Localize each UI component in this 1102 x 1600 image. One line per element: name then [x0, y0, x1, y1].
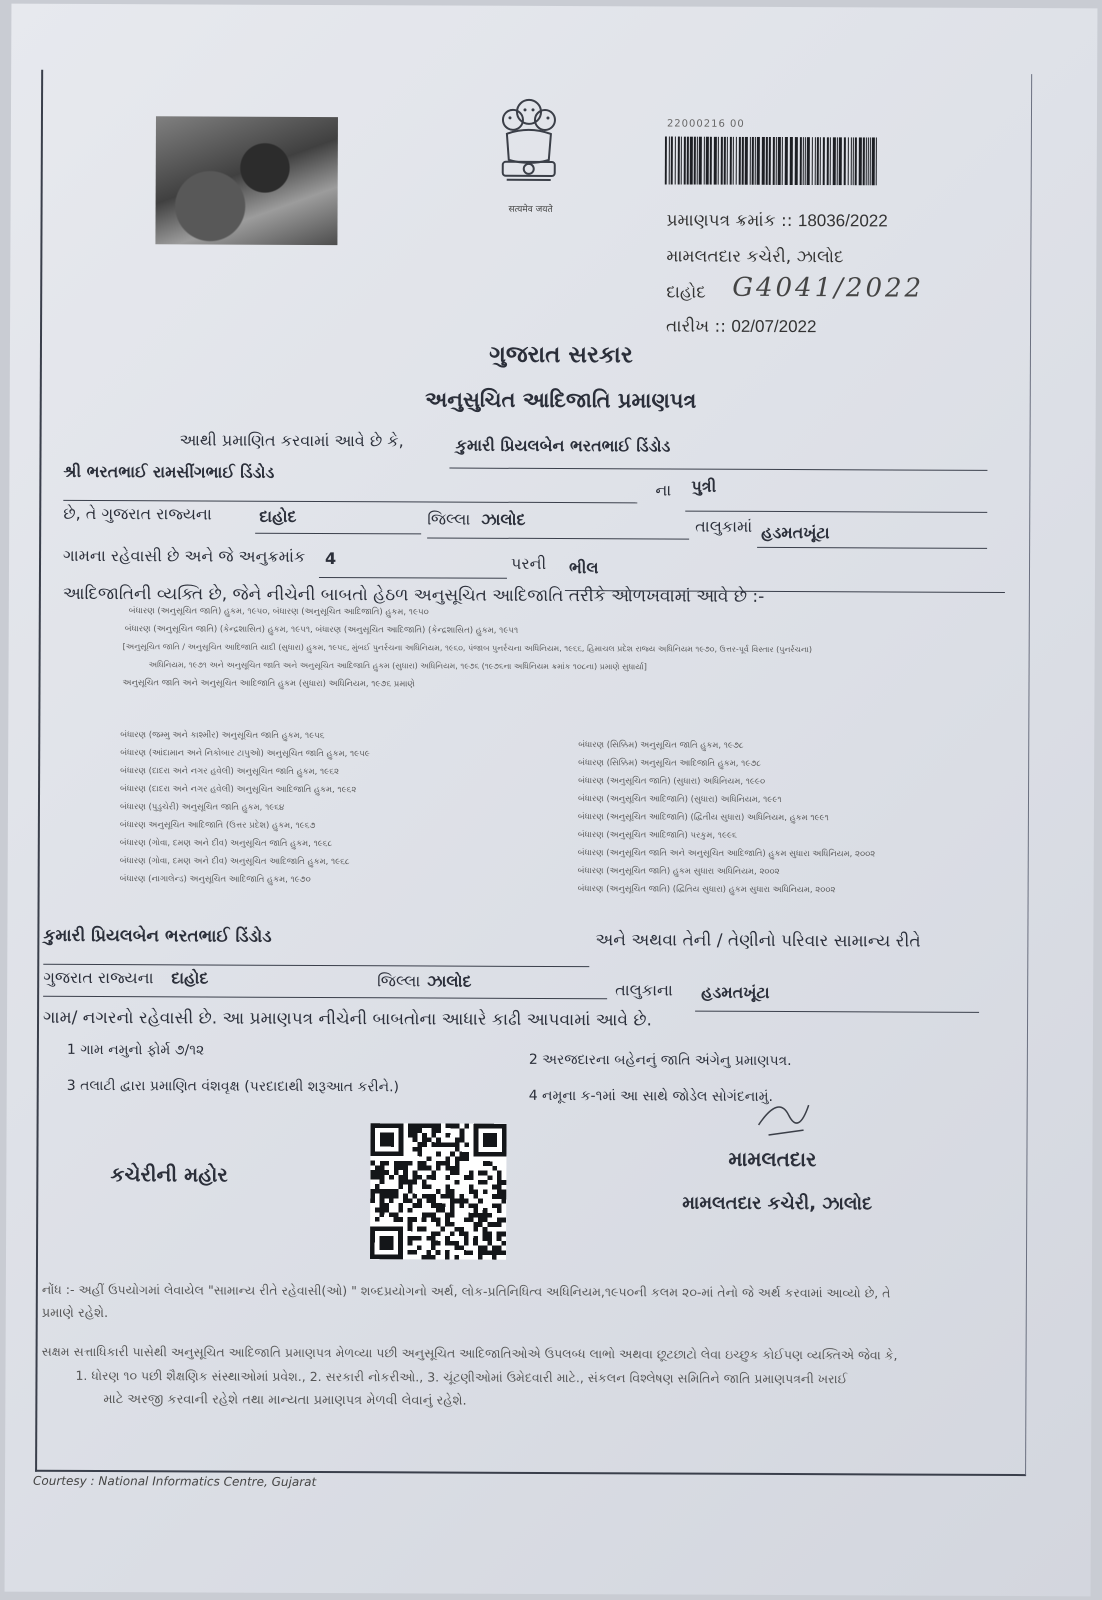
act-item: બંધારણ (ગોવા, દમણ અને દીવ) અનુસૂચિત જાતિ હુકમ, ૧૯૬૮ — [119, 838, 333, 850]
acts-left-column — [120, 726, 370, 889]
family-village: દાહોદ — [171, 968, 209, 988]
act-intro-line: બંધારણ (અનુસૂચિત જાતિ) હુકમ, ૧૯૫૦, બંધારણ (અનુસૂચિત આદિજાતિ) હુકમ, ૧૯૫૦ — [128, 606, 429, 618]
resident-text: ગામના રહેવાસી છે અને જે અનુક્રમાંક — [63, 545, 306, 566]
act-item: બંધારણ (સિક્કિમ) અનુસૂચિત જાતિ હુકમ, ૧૯૭૮ — [578, 740, 744, 751]
note-line: નોંધ :- અહીં ઉપયોગમાં લેવાયેલ "સામાન્ય રીતે રહેવાસી(ઓ) " શબ્દપ્રયોગનો અર્થ, લોક-પ્રતિનિધિત્વ અધિનિયમ,૧૯૫૦ની કલમ ૨૦-માં તેનો જે અર્થ કરવામાં આવ્યો છે, તે — [41, 1281, 891, 1301]
certificate-number-row — [666, 210, 887, 231]
office-seal-label: કચેરીની મહોર — [110, 1162, 228, 1187]
national-emblem-icon — [489, 90, 570, 210]
courtesy-text: Courtesy : National Informatics Centre, Gujarat — [32, 1473, 317, 1489]
certificate-paper — [5, 4, 1098, 1597]
na-label: ના — [655, 480, 672, 500]
government-title: ગુજરાત સરકાર — [489, 341, 633, 369]
applicant-name: કુમારી પ્રિયલબેન ભરતભાઈ ડિંડોડ — [455, 435, 671, 456]
act-intro-line: [અનુસૂચિત જાતિ / અનુસૂચિત આદિજાતિ યાદી (સુધારા) હુકમ, ૧૯૫૬, મુંબઈ પુનર્રચના અધિનિયમ, ૧૯૬૦, પંજાબ પુનર્રચના અધિનિયમ, ૧૯૬૬, હિમાચલ પ્રદેશ રાજ્ય અધિનિયમ ૧૯૭૦, ઉત્તર-પૂર્વ વિસ્તાર (પુનર્રચના) — [122, 642, 813, 655]
document-item: 1 ગામ નમુનો ફોર્મ ૭/૧૨ — [66, 1041, 205, 1059]
recognition-text: આદિજાતિની વ્યક્તિ છે, જેને નીચેની બાબતો હેઠળ અનુસૂચિત આદિજાતિ તરીકે ઓળખવામાં આવે છે :- — [62, 583, 765, 607]
date-row — [666, 316, 817, 337]
certificate-title: અનુસુચિત આદિજાતિ પ્રમાણપત્ર — [425, 387, 697, 413]
mamlatdar-title: મામલતદાર — [728, 1146, 817, 1172]
family-district-label: જિલ્લા — [377, 971, 421, 991]
date-label: તારીખ :: — [666, 316, 727, 337]
act-item: બંધારણ (અનુસૂચિત જાતિ અને અનુસૂચિત આદિજાતિ) હુકમ સુધારા અધિનિયમ, ૨૦૦૨ — [577, 848, 876, 860]
para-line: માટે અરજી કરવાની રહેશે તથા માન્યતા પ્રમાણપત્ર મેળવી લેવાનું રહેશે. — [103, 1392, 467, 1409]
tribe: ભીલ — [568, 558, 599, 578]
act-item: બંધારણ (અનુસૂચિત આદિજાતિ) પરકુમ, ૧૯૯૬ — [577, 830, 737, 841]
act-item: બંધારણ (દાદરા અને નગર હવેલી) અનુસૂચિત જાતિ હુકમ, ૧૯૬૨ — [120, 766, 340, 778]
family-taluka: હડમતખૂંટા — [701, 982, 770, 1002]
taluka-label: તાલુકામાં — [695, 516, 753, 536]
act-item: બંધારણ (ગોવા, દમણ અને દીવ) અનુસૂચિત આદિજાતિ હુકમ, ૧૯૬૮ — [119, 856, 350, 868]
tribe-label: પરની — [510, 553, 547, 573]
state-text: છે, તે ગુજરાત રાજ્યના — [63, 503, 212, 524]
act-intro-line: અધિનિયમ, ૧૯૭૧ અને અનુસૂચિત જાતિ અને અનુસૂચિત આદિજાતિ હુકમ (સુધારા) અધિનિયમ, ૧૯૭૬ (૧૯૭૬ના અધિનિયમ ક્રમાંક ૧૦૮ના) પ્રમાણે સુધાર્યા] — [148, 660, 647, 672]
taluka: હડમતખૂંટા — [761, 522, 830, 543]
district: ઝાલોદ — [481, 509, 526, 529]
act-item: બંધારણ (આંદામાન અને નિકોબાર ટાપુઓ) અનુસૂચિત જાતિ હુકમ, ૧૯૫૯ — [120, 748, 370, 760]
act-item: બંધારણ (નાગાલેન્ડ) અનુસૂચિત આદિજાતિ હુકમ, ૧૯૭૦ — [119, 874, 311, 885]
village: દાહોદ — [259, 506, 297, 526]
document-item: 4 નમૂના ક-૧માં આ સાથે જોડેલ સોગંદનામું. — [528, 1087, 774, 1105]
barcode — [665, 136, 880, 185]
act-intro-line: બંધારણ (અનુસૂચિત જાતિ) (કેન્દ્રશાસિત) હુકમ, ૧૯૫૧, બંધારણ (અનુસૂચિત આદિજાતિ) (કેન્દ્રશાસિત) હુકમ, ૧૯૫૧ — [124, 624, 519, 636]
qr-code — [370, 1123, 507, 1260]
acts-right-column — [578, 736, 876, 899]
act-item: બંધારણ (જમ્મુ અને કાશ્મીર) અનુસૂચિત જાતિ હુકમ, ૧૯૫૬ — [120, 730, 325, 742]
emblem-caption: सत्यमेव जयते — [508, 204, 553, 216]
act-item: બંધારણ (અનુસૂચિત જાતિ) (દ્વિતિય સુધારા) હુકમ સુધારા અધિનિયમ, ૨૦૦૨ — [577, 884, 836, 896]
father-name: શ્રી ભરતભાઈ રામસીંગભાઈ ડિંડોડ — [63, 461, 275, 482]
relation: પુત્રી — [691, 476, 717, 496]
applicant-photo — [155, 116, 338, 245]
issue-date: 02/07/2022 — [731, 316, 817, 337]
handwritten-number: G4041/2022 — [732, 272, 925, 304]
act-item: બંધારણ (દાદરા અને નગર હવેલી) અનુસૂચિત આદિજાતિ હુકમ, ૧૯૬૨ — [120, 784, 357, 796]
act-item: બંધારણ અનુસૂચિત આદિજાતિ (ઉત્તર પ્રદેશ) હુકમ, ૧૯૬૭ — [119, 820, 316, 831]
note-line: પ્રમાણે રહેશે. — [41, 1305, 109, 1322]
document-item: 3 તલાટી દ્વારા પ્રમાણિત વંશવૃક્ષ (પરદાદાથી શરૂઆત કરીને.) — [66, 1077, 400, 1096]
signature-mark-icon — [748, 1085, 818, 1145]
act-item: બંધારણ (અનુસૂચિત જાતિ) (સુધારા) અધિનિયમ, ૧૯૯૦ — [578, 776, 766, 787]
family-applicant-name: કુમારી પ્રિયલબેન ભરતભાઈ ડિંડોડ — [43, 925, 272, 947]
family-district: ઝાલોદ — [427, 971, 472, 991]
dahod-label: દાહોદ — [666, 282, 706, 303]
act-item: બંધારણ (સિક્કિમ) અનુસૂચિત આદિજાતિ હુકમ, ૧૯૭૮ — [578, 758, 761, 769]
certificate-number-label: પ્રમાણપત્ર ક્રમાંક :: — [666, 210, 793, 232]
act-intro-line: અનુસૂચિત જાતિ અને અનુસૂચિત આદિજાતિ હુકમ (સુધારા) અધિનિયમ, ૧૯૭૬ પ્રમાણે — [122, 678, 415, 690]
para-line: સક્ષમ સત્તાધિકારી પાસેથી અનુસૂચિત આદિજાતિ પ્રમાણપત્ર મેળવ્યા પછી અનુસૂચિત આદિજાતિઓએ ઉપલબ્ધ લાભો અથવા છૂટછાટો લેવા ઇચ્છુક કોઈપણ વ્યક્તિએ જેવા કે, — [41, 1343, 898, 1363]
act-item: બંધારણ (અનુસૂચિત આદિજાતિ) (સુધારા) અધિનિયમ, ૧૯૯૧ — [577, 794, 782, 806]
para-line: 1. ધોરણ ૧૦ પછી શૈક્ષણિક સંસ્થાઓમાં પ્રવેશ., 2. સરકારી નોકરીઓ., 3. ચૂંટણીઓમાં ઉમેદવારી માટે., સંકલન વિશ્લેષણ સમિતિને જાતિ પ્રમાણપત્રની ખરાઈ — [75, 1367, 848, 1387]
basis-text: ગામ/ નગરનો રહેવાસી છે. આ પ્રમાણપત્ર નીચેની બાબતોના આધારે કાઢી આપવામાં આવે છે. — [43, 1007, 653, 1031]
family-text: અને અથવા તેની / તેણીનો પરિવાર સામાન્ય રીતે — [595, 930, 921, 952]
certify-text: આથી પ્રમાણિત કરવામાં આવે છે કે, — [179, 430, 404, 451]
family-state-text: ગુજરાત રાજ્યના — [43, 967, 154, 988]
mamlatdar-office: મામલતદાર કચેરી, ઝાલોદ — [682, 1192, 873, 1215]
barcode-number: 22000216 00 — [666, 118, 745, 130]
document-item: 2 અરજદારના બહેનનું જાતિ અંગેનુ પ્રમાણપત્ર. — [528, 1051, 792, 1070]
act-item: બંધારણ (અનુસૂચિત જાતિ) હુકમ સુધારા અધિનિયમ, ૨૦૦૨ — [577, 866, 780, 877]
issuing-office: મામલતદાર કચેરી, ઝાલોદ — [666, 246, 844, 268]
certificate-number: 18036/2022 — [797, 211, 888, 231]
family-taluka-label: તાલુકાના — [615, 980, 673, 1000]
act-item: બંધારણ (પુડુચેરી) અનુસૂચિત જાતિ હુકમ, ૧૯૬૪ — [119, 802, 285, 813]
act-item: બંધારણ (અનુસૂચિત આદિજાતિ) (દ્વિતીય સુધારા) અધિનિયમ, હુકમ ૧૯૯૧ — [577, 812, 829, 824]
serial-number: 4 — [325, 549, 337, 569]
district-label: જિલ્લા — [427, 509, 471, 529]
